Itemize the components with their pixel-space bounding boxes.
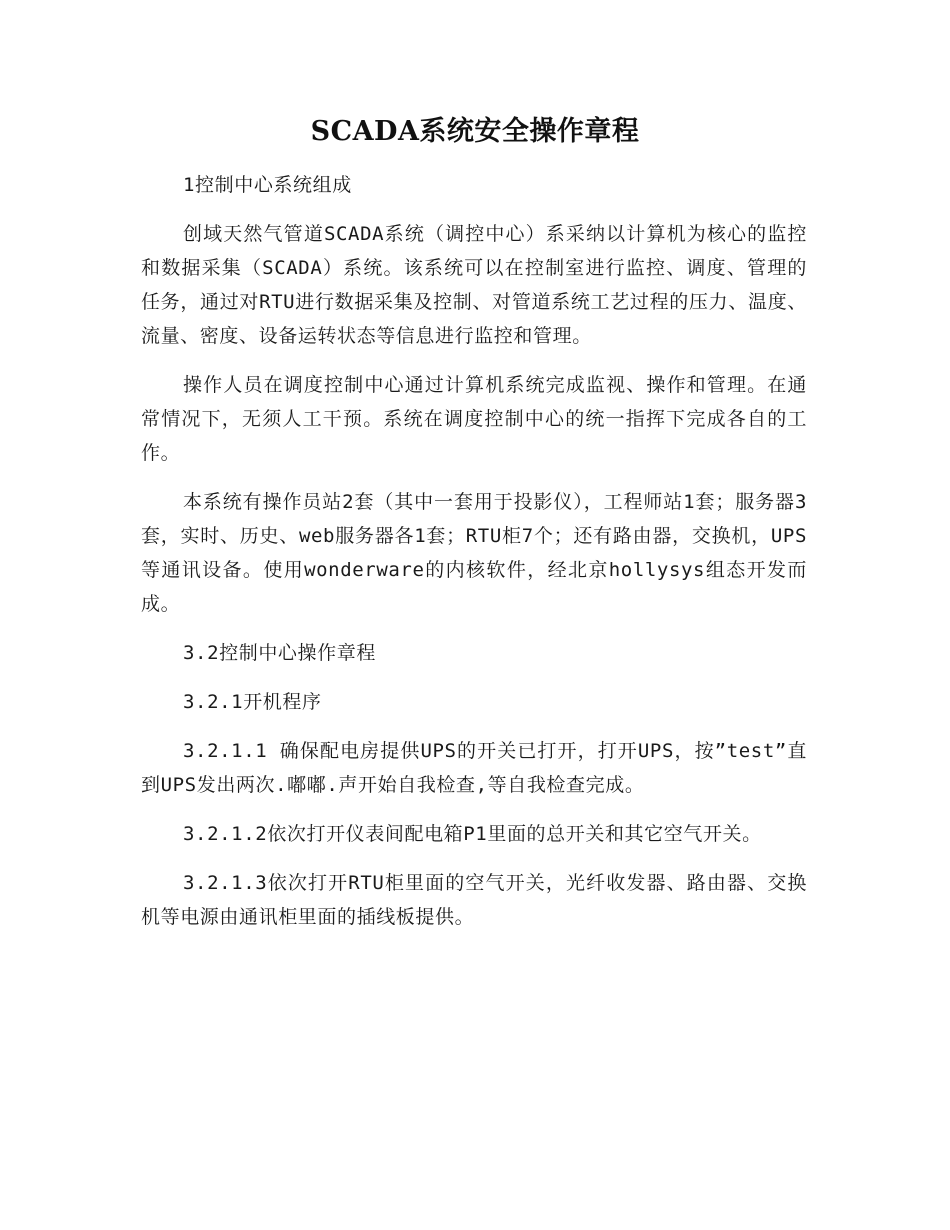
paragraph-step-distribution-box: 3.2.1.2依次打开仪表间配电箱P1里面的总开关和其它空气开关。 xyxy=(183,823,762,845)
paragraph-step-ups: 3.2.1.1 确保配电房提供UPS的开关已打开，打开UPS，按”test”直到UPS发出两次.嘟嘟.声开始自我检查,等自我检查完成。 xyxy=(141,740,807,796)
document-title: SCADA系统安全操作章程 xyxy=(310,116,640,147)
section-heading-startup-procedure: 3.2.1开机程序 xyxy=(183,691,322,713)
paragraph-operator-role: 操作人员在调度控制中心通过计算机系统完成监视、操作和管理。在通常情况下，无须人工干预。系统在调度控制中心的统一指挥下完成各自的工作。 xyxy=(141,374,807,464)
paragraph-system-overview: 创域天然气管道SCADA系统（调控中心）系采纳以计算机为核心的监控和数据采集（SCADA）系统。该系统可以在控制室进行监控、调度、管理的任务，通过对RTU进行数据采集及控制、对管道系统工艺过程的压力、温度、流量、密度、设备运转状态等信息进行监控和管理。 xyxy=(141,223,807,347)
paragraph-step-rtu-cabinet: 3.2.1.3依次打开RTU柜里面的空气开关，光纤收发器、路由器、交换机等电源由通讯柜里面的插线板提供。 xyxy=(141,872,807,928)
section-heading-operating-rules: 3.2控制中心操作章程 xyxy=(183,642,376,664)
section-heading-control-center: 1控制中心系统组成 xyxy=(183,174,352,196)
document-body xyxy=(141,168,807,949)
paragraph-equipment-list: 本系统有操作员站2套（其中一套用于投影仪），工程师站1套；服务器3套，实时、历史、web服务器各1套；RTU柜7个；还有路由器，交换机，UPS等通讯设备。使用wonderware的内核软件，经北京hollysys组态开发而成。 xyxy=(141,491,807,615)
